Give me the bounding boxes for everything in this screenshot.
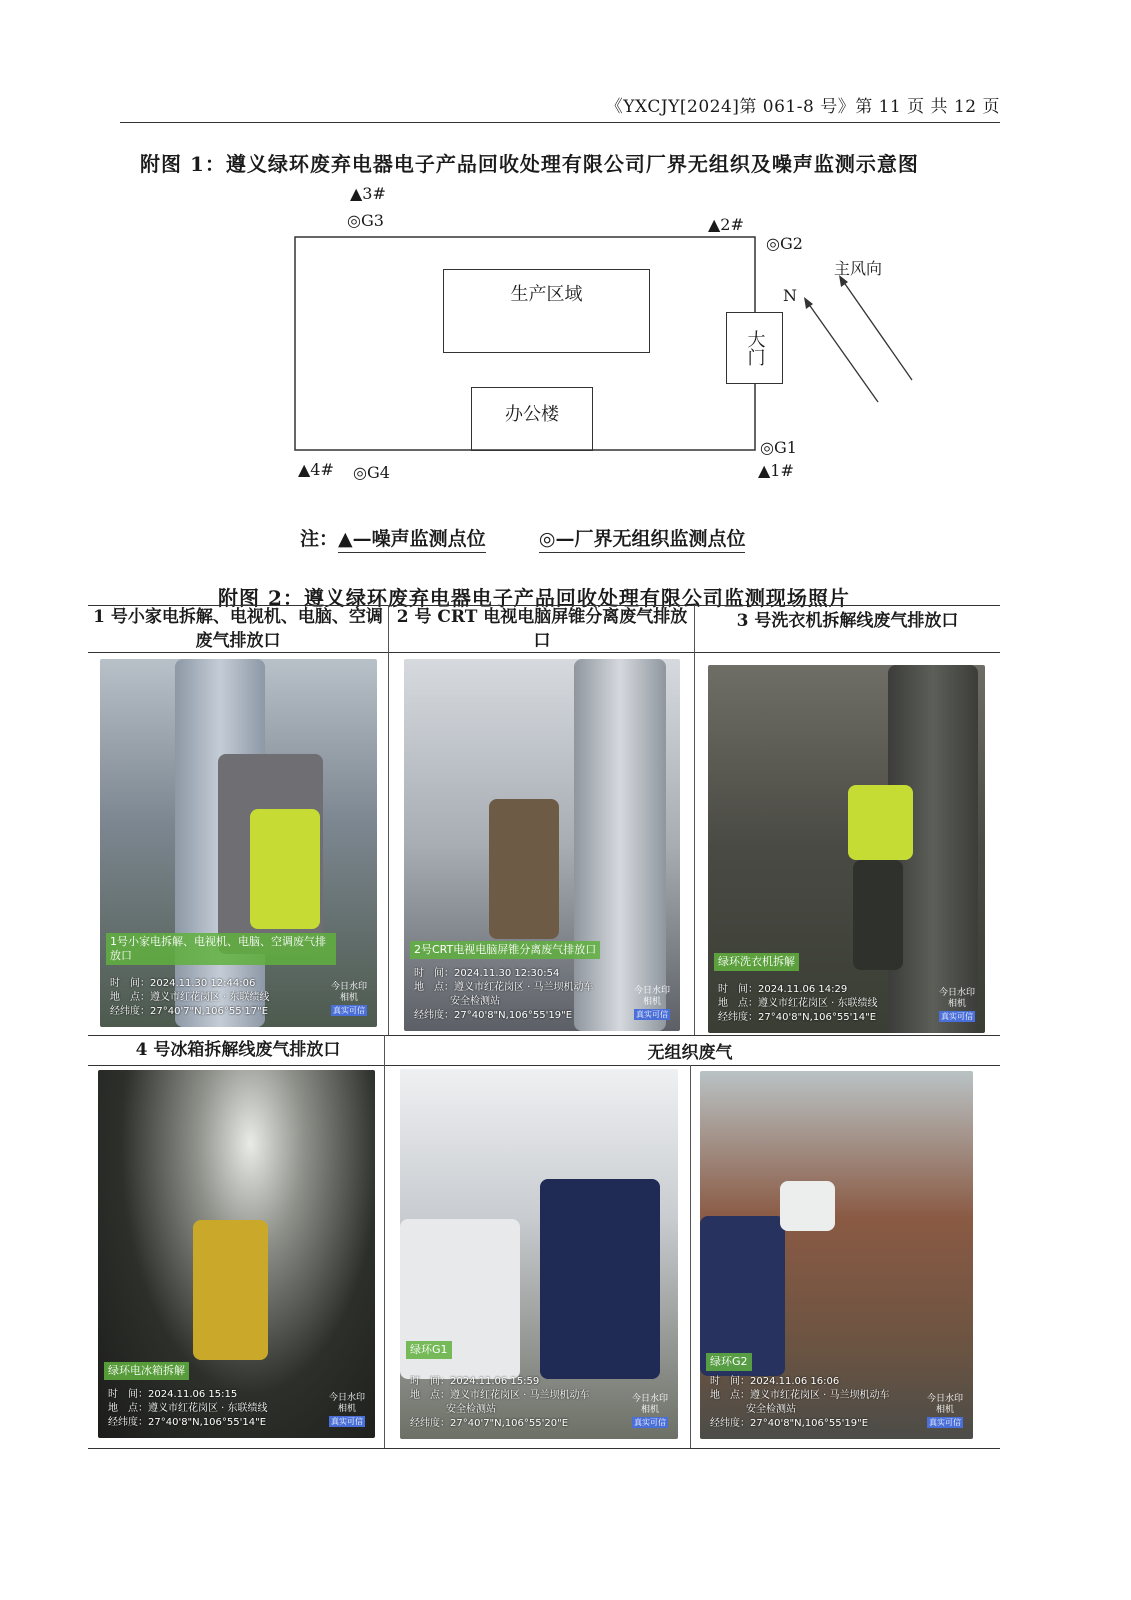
watermark-place: 地 点：遵义市红花岗区 · 马兰坝机动车 [710, 1390, 890, 1401]
table-rule-mid [88, 1035, 1000, 1036]
logo-text: 今日水印 [631, 1394, 668, 1404]
photo-2 [404, 659, 680, 1031]
safety-vest [250, 809, 320, 929]
table-col-sep-4 [690, 1065, 691, 1448]
logo-text: 今日水印 [633, 986, 670, 996]
logo-sub: 相机 [337, 1404, 356, 1414]
logo-text: 今日水印 [328, 1393, 365, 1403]
wind-arrow-line [843, 281, 912, 380]
watermark-tag: 绿环G2 [706, 1353, 752, 1371]
table-rule-header2 [88, 1065, 1000, 1066]
logo-text: 今日水印 [938, 988, 975, 998]
watermark-coord: 经纬度：27°40'7"N,106°55'20"E [410, 1418, 569, 1429]
watermark-place-2: 安全检测站 [446, 1404, 496, 1415]
logo-badge: 真实可信 [333, 1006, 365, 1015]
watermark-coord: 经纬度：27°40'7"N,106°55'17"E [110, 1006, 269, 1017]
watermark-place-2: 安全检测站 [746, 1404, 796, 1415]
watermark-place: 地 点：遵义市红花岗区 · 东联绩线 [108, 1403, 268, 1414]
logo-badge: 真实可信 [331, 1417, 363, 1426]
production-area [443, 269, 650, 353]
watermark-time: 时 间：2024.11.30 12:30:54 [414, 968, 560, 979]
figure2-title: 附图 2：遵义绿环废弃电器电子产品回收处理有限公司监测现场照片 [218, 586, 850, 610]
watermark-info [710, 1375, 918, 1431]
watermark-tag: 1号小家电拆解、电视机、电脑、空调废气排放口 [106, 933, 336, 965]
watermark-logo [327, 1393, 367, 1428]
noise-point-3: ▲3# [350, 184, 386, 203]
logo-sub: 相机 [640, 1405, 659, 1415]
watermark-tag: 绿环电冰箱拆解 [104, 1362, 189, 1380]
note-prefix: 注： [300, 528, 339, 550]
main-gate [726, 312, 783, 384]
watermark-logo [937, 988, 977, 1023]
figure1-title: 附图 1：遵义绿环废弃电器电子产品回收处理有限公司厂界无组织及噪声监测示意图 [140, 152, 919, 176]
worker [853, 860, 903, 970]
note-noise: ▲—噪声监测点位 [338, 528, 486, 553]
caption-2: 2 号 CRT 电视电脑屏锥分离废气排放口 [396, 607, 688, 651]
watermark-info [414, 967, 625, 1023]
logo-badge: 真实可信 [636, 1010, 668, 1019]
logo-sub: 相机 [642, 997, 661, 1007]
watermark-time: 时 间：2024.11.30 12:44:06 [110, 978, 256, 989]
office-building-label: 办公楼 [505, 404, 559, 425]
worker [193, 1220, 268, 1360]
logo-text: 今日水印 [330, 982, 367, 992]
logo-sub: 相机 [947, 999, 966, 1009]
logo-sub: 相机 [339, 993, 358, 1003]
safety-vest [848, 785, 913, 860]
watermark-time: 时 间：2024.11.06 15:15 [108, 1389, 238, 1400]
fugitive-point-g1: ◎G1 [760, 438, 797, 457]
watermark-coord: 经纬度：27°40'8"N,106°55'19"E [414, 1010, 573, 1021]
watermark-logo [329, 982, 369, 1017]
site-diagram [280, 180, 970, 510]
report-number: 《YXCJY[2024]第 061-8 号》第 11 页 共 12 页 [605, 97, 1000, 117]
noise-point-4: ▲4# [298, 460, 334, 479]
photo-1 [100, 659, 377, 1027]
table-col-sep-1 [388, 605, 389, 1035]
photo-4 [98, 1070, 375, 1438]
logo-badge: 真实可信 [634, 1418, 666, 1427]
watermark-tag: 绿环G1 [406, 1341, 452, 1359]
watermark-time: 时 间：2024.11.06 15:59 [410, 1376, 540, 1387]
watermark-time: 时 间：2024.11.06 16:06 [710, 1376, 840, 1387]
production-area-label: 生产区域 [510, 284, 583, 305]
photo-6 [700, 1071, 973, 1439]
main-gate-label: 大门 [744, 330, 766, 366]
watermark-place-2: 安全检测站 [450, 996, 500, 1007]
logo-text: 今日水印 [926, 1394, 963, 1404]
caption-4: 4 号冰箱拆解线废气排放口 [135, 1040, 341, 1060]
watermark-info [110, 977, 322, 1019]
worker [700, 1216, 785, 1376]
office-building [471, 387, 593, 451]
caption-1: 1 号小家电拆解、电视机、电脑、空调废气排放口 [93, 607, 383, 651]
photo-5 [400, 1069, 678, 1439]
table-col-sep-3 [384, 1035, 385, 1448]
watermark-time: 时 间：2024.11.06 14:29 [718, 984, 848, 995]
watermark-info [718, 983, 930, 1025]
watermark-coord: 经纬度：27°40'8"N,106°55'19"E [710, 1418, 869, 1429]
caption-5: 无组织废气 [647, 1043, 733, 1063]
watermark-tag: 2号CRT电视电脑屏锥分离废气排放口 [410, 941, 600, 959]
table-rule-bottom [88, 1448, 1000, 1449]
watermark-place: 地 点：遵义市红花岗区 · 马兰坝机动车 [410, 1390, 590, 1401]
worker [540, 1179, 660, 1379]
sampling-instrument [780, 1181, 835, 1231]
fugitive-point-g4: ◎G4 [353, 463, 390, 482]
table-col-sep-2 [694, 605, 695, 1035]
photo-table [88, 605, 1000, 1450]
worker [489, 799, 559, 939]
watermark-info [410, 1375, 623, 1431]
noise-point-1: ▲1# [758, 461, 794, 480]
watermark-logo [925, 1394, 965, 1429]
watermark-logo [632, 986, 672, 1021]
north-arrow-line [808, 303, 878, 402]
fugitive-point-g3: ◎G3 [347, 211, 384, 230]
north-label: N [783, 286, 797, 305]
watermark-coord: 经纬度：27°40'8"N,106°55'14"E [718, 1012, 877, 1023]
legend-note [300, 524, 745, 551]
note-fugitive: ◎—厂界无组织监测点位 [539, 528, 746, 553]
noise-point-2: ▲2# [708, 215, 744, 234]
watermark-place: 地 点：遵义市红花岗区 · 马兰坝机动车 [414, 982, 594, 993]
fugitive-point-g2: ◎G2 [766, 234, 803, 253]
photo-3 [708, 665, 985, 1033]
watermark-place: 地 点：遵义市红花岗区 · 东联绩线 [110, 992, 270, 1003]
logo-badge: 真实可信 [929, 1418, 961, 1427]
wind-direction-label: 主风向 [834, 259, 883, 278]
caption-3: 3 号洗衣机拆解线废气排放口 [736, 611, 959, 631]
page-header [120, 86, 1000, 123]
logo-badge: 真实可信 [941, 1012, 973, 1021]
watermark-info [108, 1388, 320, 1430]
watermark-coord: 经纬度：27°40'8"N,106°55'14"E [108, 1417, 267, 1428]
watermark-logo [630, 1394, 670, 1429]
logo-sub: 相机 [935, 1405, 954, 1415]
watermark-tag: 绿环洗衣机拆解 [714, 953, 799, 971]
watermark-place: 地 点：遵义市红花岗区 · 东联绩线 [718, 998, 878, 1009]
